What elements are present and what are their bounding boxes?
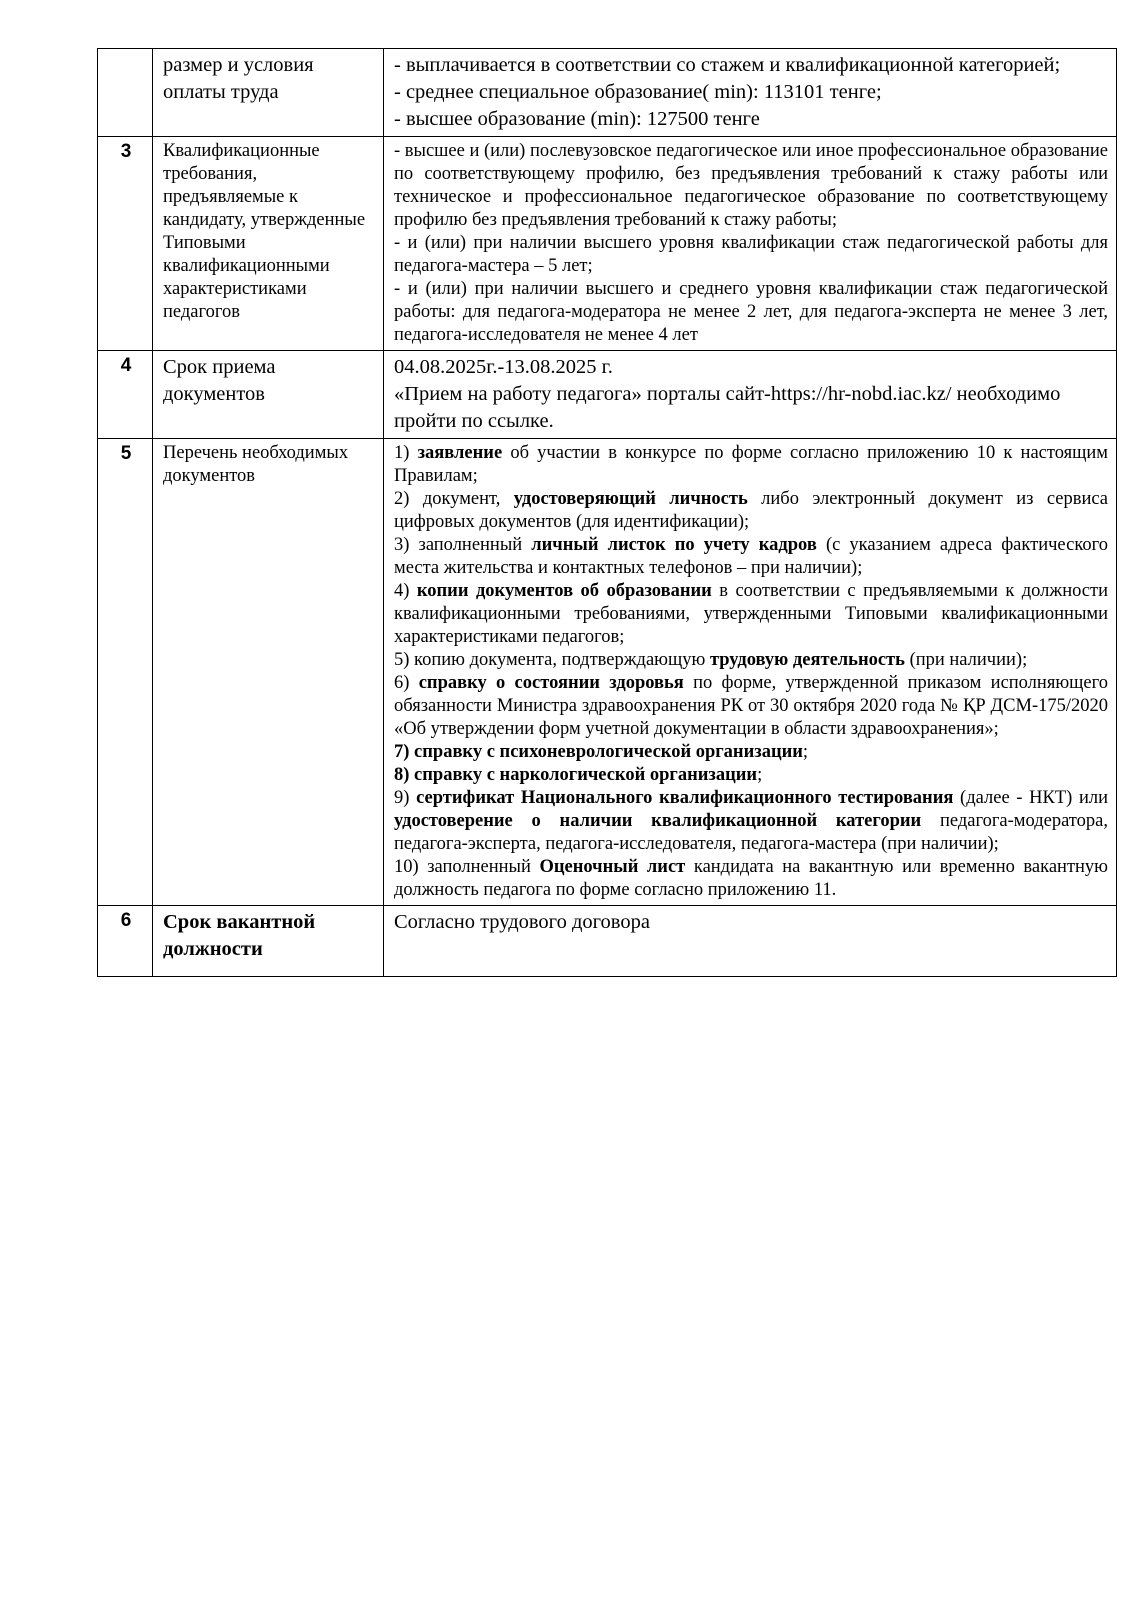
paragraph: - и (или) при наличии высшего и среднего уровня квалификации стаж педагогической работы: для педагога-модератора не менее 2 лет, для педагога-эксперта не менее 3 лет, педагога-исследователя не менее 4 лет — [394, 279, 1108, 345]
vacancy-conditions-table — [97, 48, 1117, 977]
row-label-cell: Срок вакантной должности — [153, 906, 384, 977]
paragraph: 04.08.2025г.-13.08.2025 г. — [394, 356, 613, 378]
paragraph: Согласно трудового договора — [394, 911, 650, 933]
paragraph: - и (или) при наличии высшего уровня квалификации стаж педагогической работы для педагога-мастера – 5 лет; — [394, 233, 1108, 276]
row-label-cell: Срок приема документов — [153, 351, 384, 439]
paragraph: «Прием на работу педагога» порталы сайт-https://hr-nobd.iac.kz/ необходимо пройти по ссылке. — [394, 383, 1061, 432]
paragraph: 5) копию документа, подтверждающую трудовую деятельность (при наличии); — [394, 650, 1028, 670]
row-label-cell: размер и условия оплаты труда — [153, 49, 384, 137]
row-number-cell: 4 — [98, 351, 153, 439]
paragraph: - высшее образование (min): 127500 тенге — [394, 108, 760, 130]
paragraph: 3) заполненный личный листок по учету кадров (с указанием адреса фактического места жительства и контактных телефонов – при наличии); — [394, 535, 1108, 578]
table-row — [98, 439, 1117, 906]
row-number-cell: 5 — [98, 439, 153, 906]
row-content-cell — [384, 439, 1117, 906]
paragraph: 7) справку с психоневрологической организации; — [394, 742, 809, 762]
row-content-cell — [384, 351, 1117, 439]
table-row — [98, 351, 1117, 439]
row-content-cell — [384, 906, 1117, 977]
paragraph: 1) заявление об участии в конкурсе по форме согласно приложению 10 к настоящим Правилам; — [394, 443, 1108, 486]
paragraph: - выплачивается в соответствии со стажем и квалификационной категорией; — [394, 54, 1061, 76]
table-row — [98, 906, 1117, 977]
paragraph: 9) сертификат Национального квалификационного тестирования (далее - НКТ) или удостоверение о наличии квалификационной категории педагога-модератора, педагога-эксперта, педагога-исследователя, педагога-мастера (при наличии); — [394, 788, 1108, 854]
row-label-cell: Перечень необходимых документов — [153, 439, 384, 906]
row-number-cell: 3 — [98, 137, 153, 351]
vacancy-table-body — [98, 49, 1117, 977]
table-row — [98, 49, 1117, 137]
row-content-cell — [384, 49, 1117, 137]
paragraph: 6) справку о состоянии здоровья по форме, утвержденной приказом исполняющего обязанности Министра здравоохранения РК от 30 октября 2020 года № ҚР ДСМ-175/2020 «Об утверждении форм учетной документации в области здравоохранения»; — [394, 673, 1108, 739]
paragraph: 4) копии документов об образовании в соответствии с предъявляемыми к должности квалификационными требованиями, утвержденными Типовыми квалификационными характеристиками педагогов; — [394, 581, 1108, 647]
paragraph: - среднее специальное образование( min): 113101 тенге; — [394, 81, 882, 103]
row-label-cell: Квалификационные требования, предъявляемые к кандидату, утвержденные Типовыми квалификационными характеристиками педагогов — [153, 137, 384, 351]
paragraph: 8) справку с наркологической организации; — [394, 765, 763, 785]
paragraph: 2) документ, удостоверяющий личность либо электронный документ из сервиса цифровых документов (для идентификации); — [394, 489, 1108, 532]
table-row — [98, 137, 1117, 351]
paragraph: 10) заполненный Оценочный лист кандидата на вакантную или временно вакантную должность педагога по форме согласно приложению 11. — [394, 857, 1108, 900]
row-number-cell — [98, 49, 153, 137]
row-number-cell: 6 — [98, 906, 153, 977]
paragraph: - высшее и (или) послевузовское педагогическое или иное профессиональное образование по соответствующему профилю, без предъявления требований к стажу работы или техническое и профессиональное педагогическое образование по соответствующему профилю без предъявления требований к стажу работы; — [394, 141, 1108, 230]
row-content-cell — [384, 137, 1117, 351]
